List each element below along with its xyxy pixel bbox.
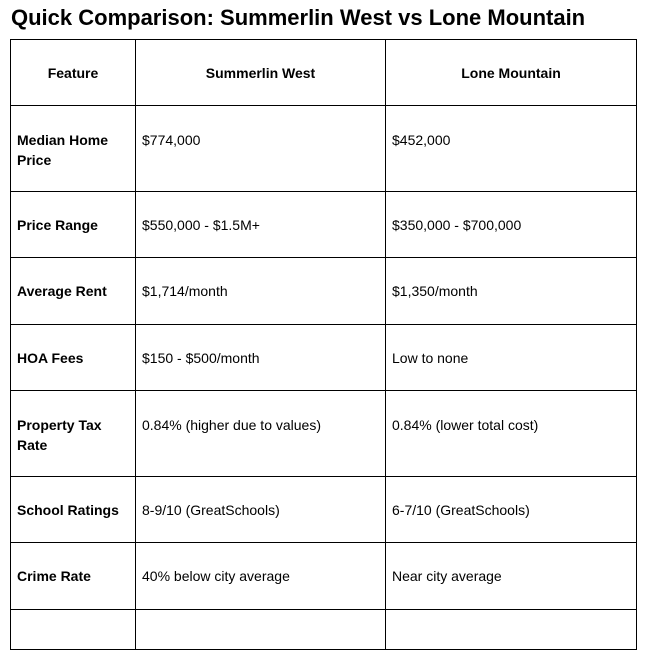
table-header-row: [11, 40, 637, 106]
row-summerlin-west-cell: $774,000: [136, 106, 386, 192]
row-lone-mountain-cell: $452,000: [386, 106, 637, 192]
row-summerlin-west-cell: 8-9/10 (GreatSchools): [136, 477, 386, 543]
row-summerlin-west-cell: $550,000 - $1.5M+: [136, 192, 386, 258]
table-row: [11, 391, 637, 477]
row-summerlin-west-cell: 0.84% (higher due to values): [136, 391, 386, 477]
row-lone-mountain-cell: $1,350/month: [386, 258, 637, 325]
row-feature-cell: Property Tax Rate: [11, 391, 136, 477]
table-row: [11, 543, 637, 610]
row-lone-mountain-cell-empty: [386, 610, 637, 650]
comparison-table: [10, 39, 637, 650]
row-feature-cell-empty: [11, 610, 136, 650]
header-summerlin-west: Summerlin West: [136, 40, 386, 106]
row-summerlin-west-cell-empty: [136, 610, 386, 650]
row-summerlin-west-cell: $150 - $500/month: [136, 325, 386, 391]
row-feature-cell: HOA Fees: [11, 325, 136, 391]
row-feature-cell: Price Range: [11, 192, 136, 258]
row-summerlin-west-cell: $1,714/month: [136, 258, 386, 325]
table-row: [11, 325, 637, 391]
row-lone-mountain-cell: Low to none: [386, 325, 637, 391]
row-feature-cell: Crime Rate: [11, 543, 136, 610]
header-lone-mountain: Lone Mountain: [386, 40, 637, 106]
table-row-partial: [11, 610, 637, 650]
page-title: Quick Comparison: Summerlin West vs Lone Mountain: [11, 5, 586, 30]
row-lone-mountain-cell: $350,000 - $700,000: [386, 192, 637, 258]
row-feature-cell: Median Home Price: [11, 106, 136, 192]
table-row: [11, 106, 637, 192]
row-lone-mountain-cell: Near city average: [386, 543, 637, 610]
row-lone-mountain-cell: 0.84% (lower total cost): [386, 391, 637, 477]
header-feature: Feature: [11, 40, 136, 106]
table-row: [11, 192, 637, 258]
row-feature-cell: Average Rent: [11, 258, 136, 325]
table-row: [11, 258, 637, 325]
row-lone-mountain-cell: 6-7/10 (GreatSchools): [386, 477, 637, 543]
row-summerlin-west-cell: 40% below city average: [136, 543, 386, 610]
table-row: [11, 477, 637, 543]
row-feature-cell: School Ratings: [11, 477, 136, 543]
